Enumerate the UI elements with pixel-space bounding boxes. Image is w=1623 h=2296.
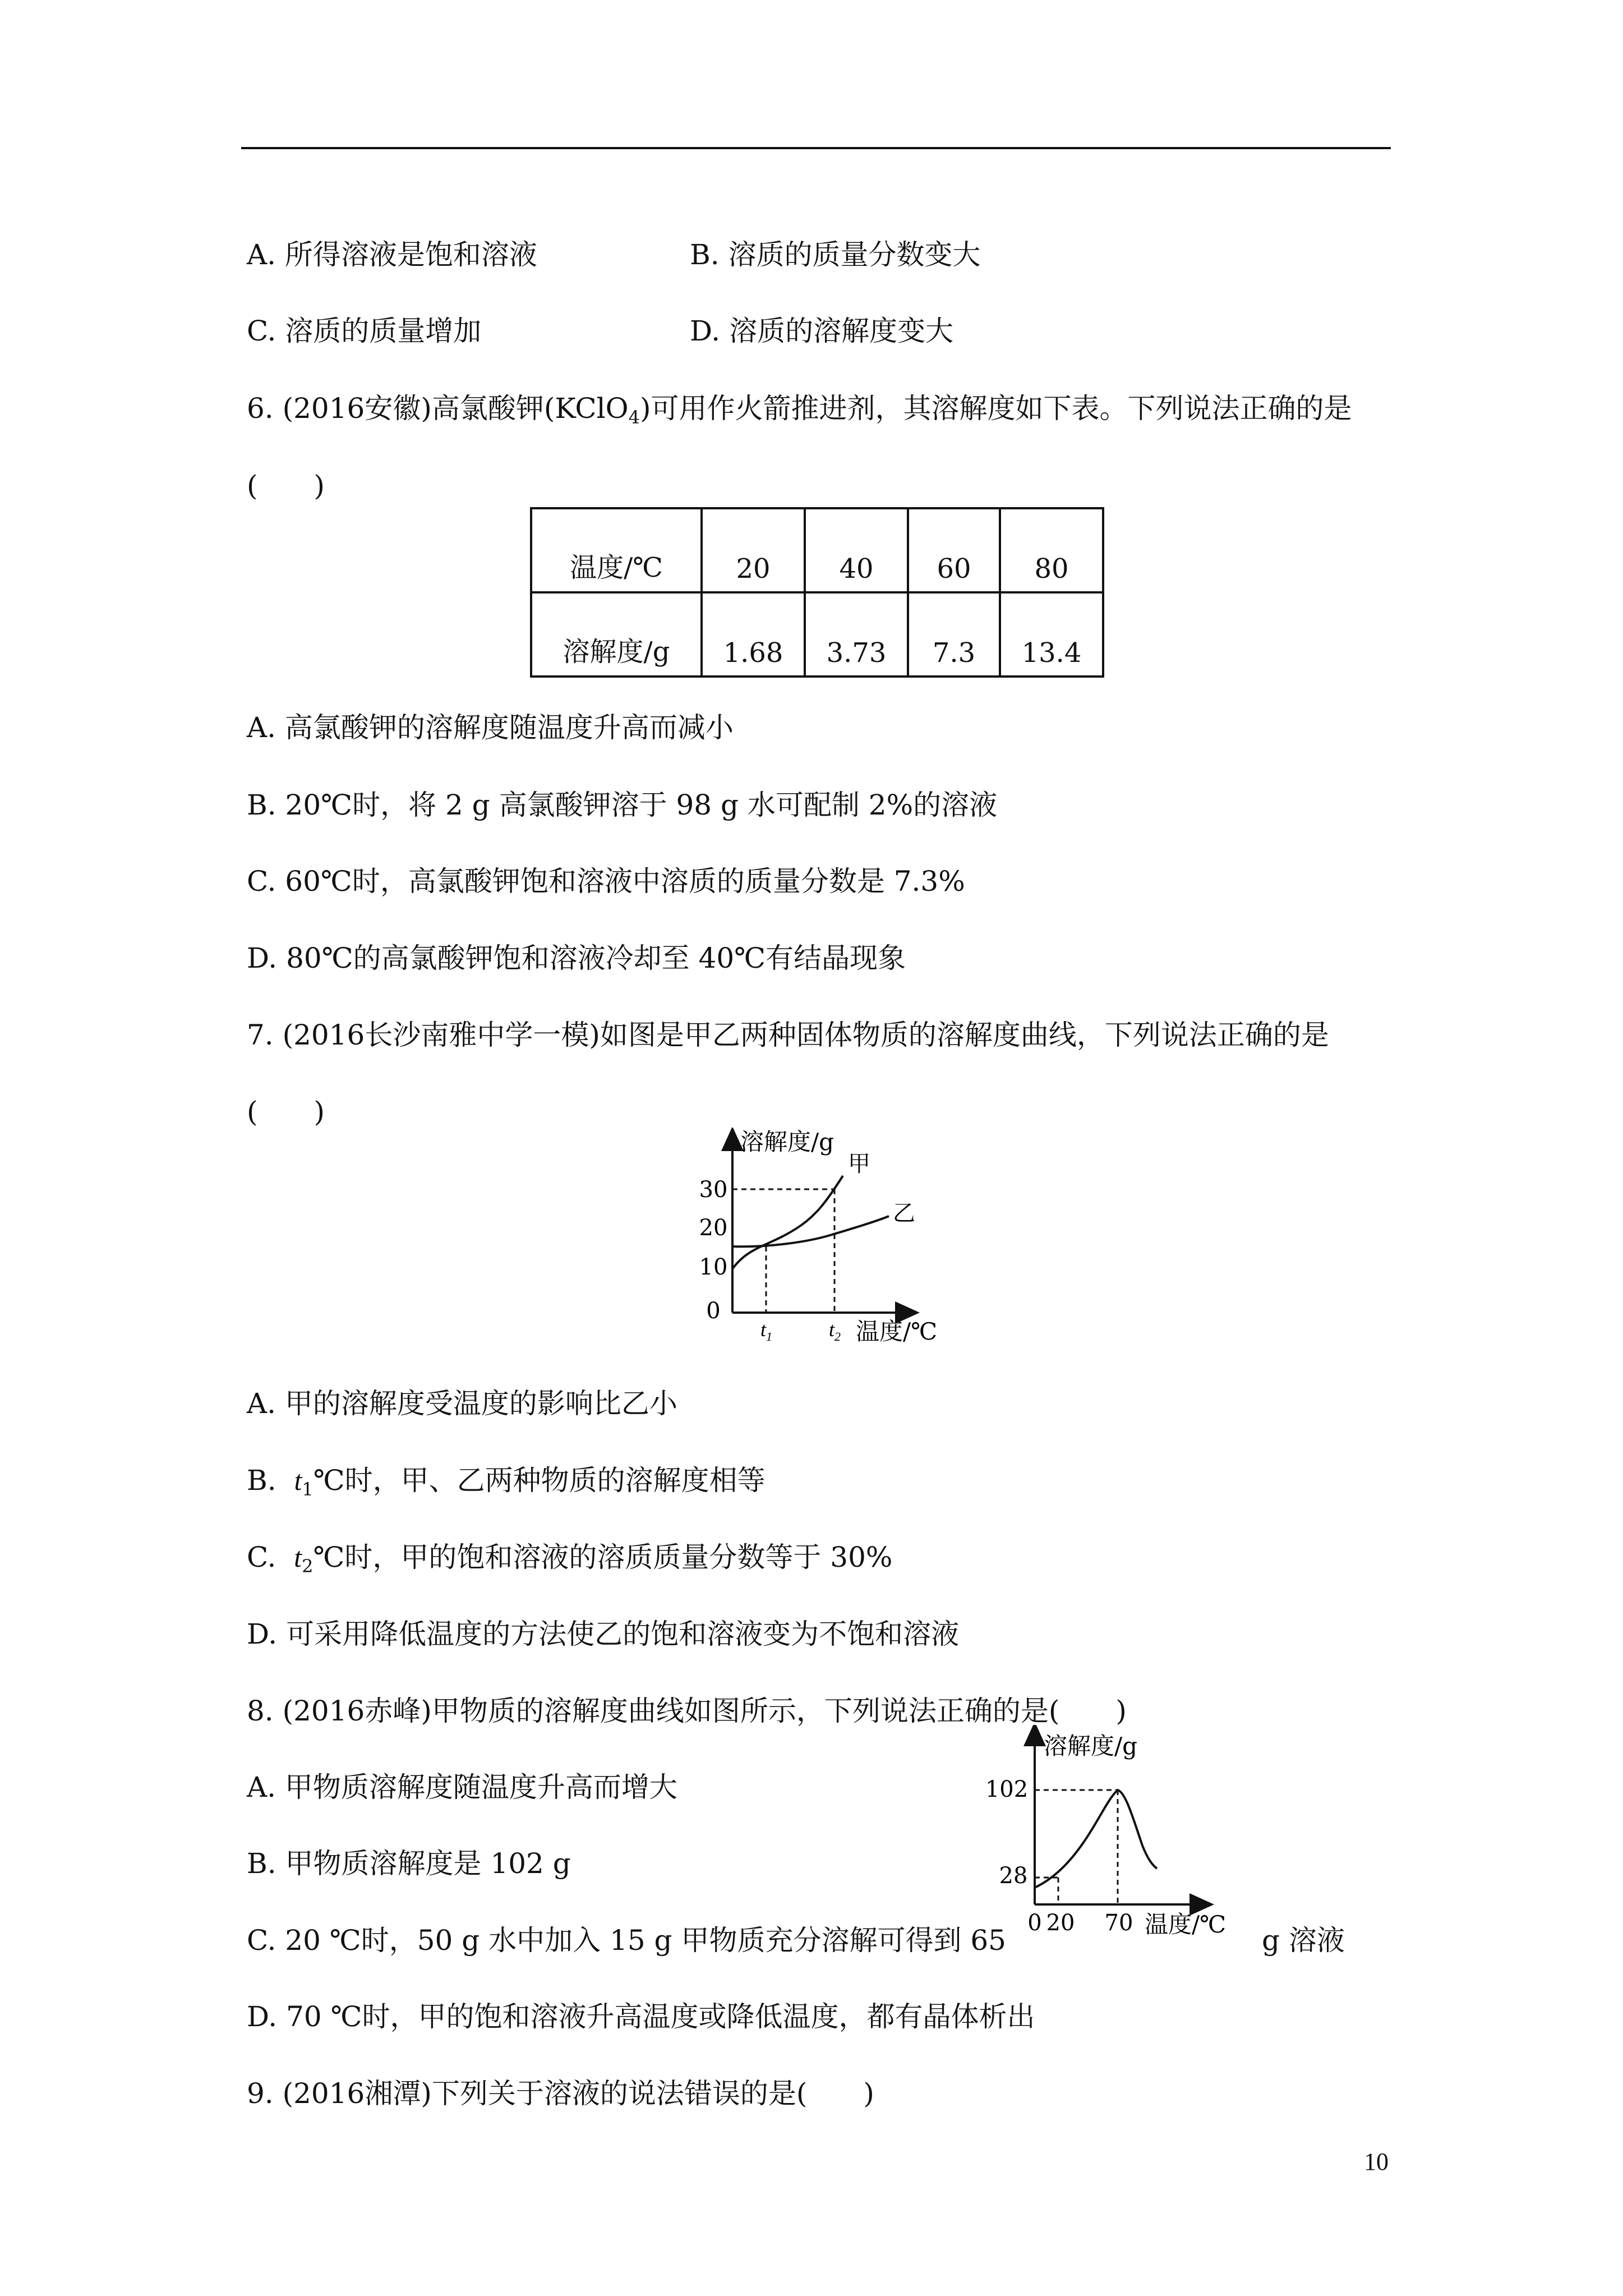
table-row-label: 溶解度/g — [531, 592, 702, 677]
x-tick-label: 70 — [1104, 1910, 1133, 1936]
x-axis-label: 温度/℃ — [856, 1318, 938, 1345]
q8-solubility-curve-figure — [979, 1725, 1248, 1949]
table-cell: 40 — [805, 508, 908, 592]
q8-option-c: C. 20 ℃时，50 g 水中加入 15 g 甲物质充分溶解可得到 65 — [247, 1924, 1006, 1957]
table-cell: 20 — [702, 508, 805, 592]
x-tick-label: $t_1$ — [760, 1318, 773, 1343]
x-axis-label: 温度/℃ — [1145, 1911, 1227, 1938]
table-cell: 1.68 — [702, 592, 805, 677]
q7-answer-paren: ( ) — [247, 1096, 325, 1128]
y-tick-label: 28 — [999, 1863, 1028, 1889]
y-tick-label: 10 — [699, 1254, 728, 1280]
x-tick-label: $t_2$ — [829, 1318, 841, 1343]
q5-option-d: D. 溶质的溶解度变大 — [690, 315, 954, 347]
q8-option-a: A. 甲物质溶解度随温度升高而增大 — [247, 1771, 677, 1803]
q9-stem: 9. (2016湘潭)下列关于溶液的说法错误的是( ) — [247, 2077, 874, 2110]
q8-option-d: D. 70 ℃时，甲的饱和溶液升高温度或降低温度，都有晶体析出 — [247, 2000, 1035, 2033]
y-axis-label: 溶解度/g — [1044, 1732, 1138, 1760]
x-tick-label: 20 — [1046, 1910, 1075, 1936]
table-cell: 80 — [1000, 508, 1103, 592]
table-row — [531, 592, 1103, 677]
table-cell: 7.3 — [908, 592, 1000, 677]
q7-option-d: D. 可采用降低温度的方法使乙的饱和溶液变为不饱和溶液 — [247, 1618, 960, 1650]
q5-option-a: A. 所得溶液是饱和溶液 — [247, 238, 537, 271]
table-cell: 3.73 — [805, 592, 908, 677]
q8-option-c-tail: g 溶液 — [1262, 1924, 1345, 1957]
q8-stem: 8. (2016赤峰)甲物质的溶解度曲线如图所示，下列说法正确的是( ) — [247, 1695, 1127, 1727]
y-tick-label: 0 — [706, 1298, 721, 1324]
x-tick-label: 0 — [1027, 1910, 1042, 1936]
q8-option-b: B. 甲物质溶解度是 102 g — [247, 1847, 571, 1880]
q6-answer-paren: ( ) — [247, 470, 325, 502]
q6-option-b: B. 20℃时，将 2 g 高氯酸钾溶于 98 g 水可配制 2%的溶液 — [247, 789, 998, 821]
curve-yi — [732, 1216, 889, 1246]
series-label-jia: 甲 — [848, 1151, 870, 1177]
solubility-table — [530, 507, 1104, 678]
y-tick-label: 20 — [699, 1215, 728, 1241]
table-row — [531, 508, 1103, 592]
y-tick-label: 30 — [699, 1177, 728, 1203]
table-cell: 60 — [908, 508, 1000, 592]
table-cell: 13.4 — [1000, 592, 1103, 677]
q7-option-b: B. $t_1℃$时，甲、乙两种物质的溶解度相等 — [247, 1464, 766, 1500]
q7-option-c: C. $t_2℃$时，甲的饱和溶液的溶质质量分数等于 30% — [247, 1541, 893, 1577]
q6-option-d: D. 80℃的高氯酸钾饱和溶液冷却至 40℃有结晶现象 — [247, 942, 906, 974]
q6-option-c: C. 60℃时，高氯酸钾饱和溶液中溶质的质量分数是 7.3% — [247, 865, 965, 898]
curve-jia — [1035, 1790, 1157, 1888]
q7-stem: 7. (2016长沙南雅中学一模)如图是甲乙两种固体物质的溶解度曲线，下列说法正确的是 — [247, 1019, 1329, 1051]
header-rule — [241, 147, 1391, 149]
y-axis-label: 溶解度/g — [740, 1128, 834, 1156]
q5-option-b: B. 溶质的质量分数变大 — [690, 238, 981, 271]
q7-option-a: A. 甲的溶解度受温度的影响比乙小 — [247, 1387, 677, 1420]
q6-option-a: A. 高氯酸钾的溶解度随温度升高而减小 — [247, 711, 734, 744]
table-row-label: 温度/℃ — [531, 508, 702, 592]
q5-option-c: C. 溶质的质量增加 — [247, 315, 482, 347]
q7-solubility-curve-figure — [684, 1128, 965, 1346]
q6-stem: 6. (2016安徽)高氯酸钾(KClO$_4$)可用作火箭推进剂，其溶解度如下表。下列说法正确的是 — [247, 392, 1352, 428]
page-number: 10 — [1364, 2148, 1389, 2175]
y-tick-label: 102 — [985, 1777, 1029, 1802]
series-label-yi: 乙 — [893, 1200, 915, 1226]
